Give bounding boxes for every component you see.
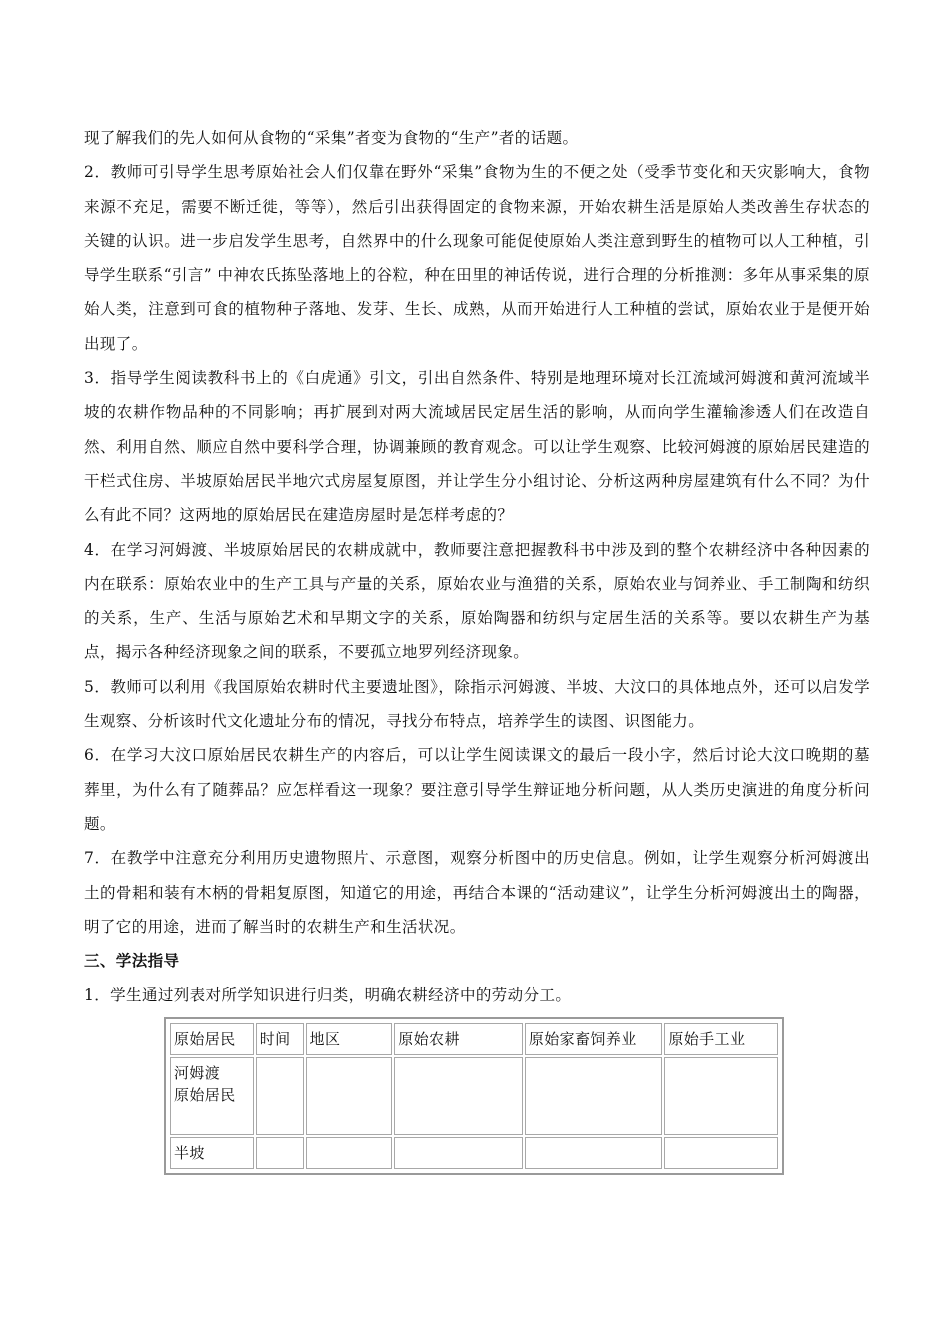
row-label-hemudu xyxy=(170,1057,254,1135)
labor-division-table xyxy=(168,1021,780,1171)
table-header-row xyxy=(170,1023,778,1055)
table-cell-empty xyxy=(306,1057,393,1135)
table-cell-empty xyxy=(256,1057,304,1135)
paragraph-2: 2．教师可引导学生思考原始社会人们仅靠在野外“采集”食物为生的不便之处（受季节变化和天灾影响大，食物来源不充足，需要不断迁徙，等等），然后引出获得固定的食物来源，开始农耕生活是原始人类改善生存状态的关键的认识。进一步启发学生思考，自然界中的什么现象可能促使原始人类注意到野生的植物可以人工种植，引导学生联系“引言” 中神农氏拣坠落地上的谷粒，种在田里的神话传说，进行合理的分析推测：多年从事采集的原始人类，注意到可食的植物种子落地、发芽、生长、成熟，从而开始进行人工种植的尝试，原始农业于是便开始出现了。 xyxy=(84,163,870,353)
table-cell-empty xyxy=(394,1137,523,1169)
header-cell-livestock: 原始家畜饲养业 xyxy=(525,1023,663,1055)
row-label-line: 半坡 xyxy=(174,1143,205,1162)
paragraph-1: 现了解我们的先人如何从食物的“采集”者变为食物的“生产”者的话题。 xyxy=(84,129,579,147)
method-item-1: 1．学生通过列表对所学知识进行归类，明确农耕经济中的劳动分工。 xyxy=(84,986,572,1005)
table-row xyxy=(170,1137,778,1169)
table-cell-empty xyxy=(256,1137,304,1169)
section-heading: 三、学法指导 xyxy=(84,952,180,971)
paragraph-7: 7．在教学中注意充分利用历史遗物照片、示意图，观察分析图中的历史信息。例如，让学生观察分析河姆渡出土的骨耜和装有木柄的骨耜复原图，知道它的用途，再结合本课的“活动建议”，让学生分析河姆渡出土的陶器，明了它的用途，进而了解当时的农耕生产和生活状况。 xyxy=(84,849,870,936)
table-cell-empty xyxy=(525,1137,663,1169)
table-cell-empty xyxy=(664,1057,778,1135)
table-cell-empty xyxy=(306,1137,393,1169)
row-label-banpo xyxy=(170,1137,254,1169)
table-row xyxy=(170,1057,778,1135)
paragraph-4: 4．在学习河姆渡、半坡原始居民的农耕成就中，教师要注意把握教科书中涉及到的整个农耕经济中各种因素的内在联系：原始农业中的生产工具与产量的关系，原始农业与渔猎的关系，原始农业与饲养业、手工制陶和纺织的关系，生产、生活与原始艺术和早期文字的关系，原始陶器和纺织与定居生活的关系等。要以农耕生产为基点，揭示各种经济现象之间的联系，不要孤立地罗列经济现象。 xyxy=(84,540,870,662)
table-cell-empty xyxy=(664,1137,778,1169)
header-cell-handicraft: 原始手工业 xyxy=(664,1023,778,1055)
labor-division-table-frame xyxy=(164,1017,784,1175)
header-cell-residents: 原始居民 xyxy=(170,1023,254,1055)
row-label-line: 河姆渡 xyxy=(174,1063,221,1082)
header-cell-agriculture: 原始农耕 xyxy=(394,1023,523,1055)
paragraph-3: 3．指导学生阅读教科书上的《白虎通》引文，引出自然条件、特别是地理环境对长江流域河姆渡和黄河流域半坡的农耕作物品种的不同影响；再扩展到对两大流域居民定居生活的影响，从而向学生灌输渗透人们在改造自然、利用自然、顺应自然中要科学合理，协调兼顾的教育观念。可以让学生观察、比较河姆渡的原始居民建造的干栏式住房、半坡原始居民半地穴式房屋复原图，并让学生分小组讨论、分析这两种房屋建筑有什么不同？为什么有此不同？这两地的原始居民在建造房屋时是怎样考虑的？ xyxy=(84,369,870,525)
row-label-line: 原始居民 xyxy=(174,1085,236,1104)
paragraph-5: 5．教师可以利用《我国原始农耕时代主要遗址图》，除指示河姆渡、半坡、大汶口的具体地点外，还可以启发学生观察、分析该时代文化遗址分布的情况，寻找分布特点，培养学生的读图、识图能力。 xyxy=(84,677,870,731)
header-cell-time: 时间 xyxy=(256,1023,304,1055)
document-page xyxy=(84,121,870,1175)
table-cell-empty xyxy=(525,1057,663,1135)
header-cell-region: 地区 xyxy=(306,1023,393,1055)
table-cell-empty xyxy=(394,1057,523,1135)
paragraph-6: 6．在学习大汶口原始居民农耕生产的内容后，可以让学生阅读课文的最后一段小字，然后讨论大汶口晚期的墓葬里，为什么有了随葬品？应怎样看这一现象？要注意引导学生辩证地分析问题，从人类历史演进的角度分析问题。 xyxy=(84,746,870,833)
